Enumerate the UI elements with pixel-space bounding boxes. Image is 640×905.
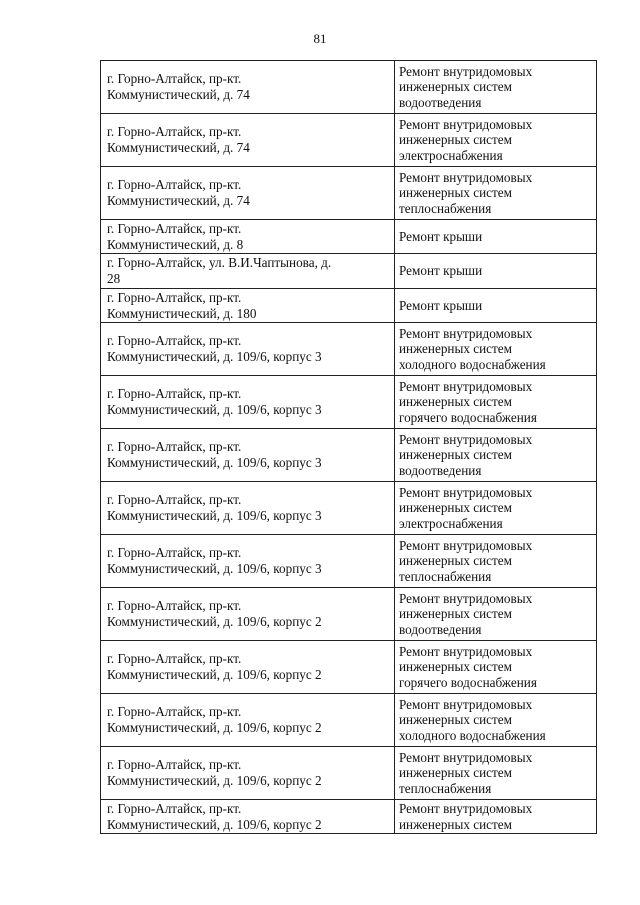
address-cell: г. Горно-Алтайск, пр-кт. Коммунистический, д. 109/6, корпус 3	[101, 535, 395, 588]
address-cell: г. Горно-Алтайск, пр-кт. Коммунистический, д. 74	[101, 114, 395, 167]
address-cell: г. Горно-Алтайск, пр-кт. Коммунистический, д. 109/6, корпус 3	[101, 323, 395, 376]
work-type-cell: Ремонт внутридомовых инженерных систем	[395, 800, 597, 834]
table-row	[101, 747, 597, 800]
address-cell: г. Горно-Алтайск, пр-кт. Коммунистический, д. 109/6, корпус 2	[101, 800, 395, 834]
work-type-cell: Ремонт внутридомовых инженерных систем холодного водоснабжения	[395, 694, 597, 747]
work-type-cell: Ремонт внутридомовых инженерных систем водоотведения	[395, 61, 597, 114]
work-type-cell: Ремонт крыши	[395, 289, 597, 323]
table-row	[101, 800, 597, 834]
table-row	[101, 114, 597, 167]
work-type-cell: Ремонт внутридомовых инженерных систем теплоснабжения	[395, 747, 597, 800]
work-type-cell: Ремонт внутридомовых инженерных систем водоотведения	[395, 429, 597, 482]
address-cell: г. Горно-Алтайск, пр-кт. Коммунистический, д. 109/6, корпус 3	[101, 482, 395, 535]
table-row	[101, 323, 597, 376]
table-row	[101, 429, 597, 482]
table-row	[101, 376, 597, 429]
table-row	[101, 220, 597, 254]
table-row	[101, 254, 597, 289]
address-cell: г. Горно-Алтайск, пр-кт. Коммунистический, д. 109/6, корпус 3	[101, 376, 395, 429]
address-cell: г. Горно-Алтайск, пр-кт. Коммунистический, д. 109/6, корпус 2	[101, 747, 395, 800]
address-cell: г. Горно-Алтайск, пр-кт. Коммунистический, д. 74	[101, 61, 395, 114]
work-type-cell: Ремонт крыши	[395, 254, 597, 289]
address-cell: г. Горно-Алтайск, пр-кт. Коммунистический, д. 8	[101, 220, 395, 254]
work-type-cell: Ремонт внутридомовых инженерных систем горячего водоснабжения	[395, 641, 597, 694]
work-type-cell: Ремонт внутридомовых инженерных систем электроснабжения	[395, 114, 597, 167]
address-cell: г. Горно-Алтайск, пр-кт. Коммунистический, д. 109/6, корпус 2	[101, 588, 395, 641]
table-row	[101, 641, 597, 694]
work-type-cell: Ремонт крыши	[395, 220, 597, 254]
work-type-cell: Ремонт внутридомовых инженерных систем теплоснабжения	[395, 535, 597, 588]
works-table	[100, 60, 597, 834]
table-row	[101, 694, 597, 747]
table-row	[101, 167, 597, 220]
work-type-cell: Ремонт внутридомовых инженерных систем холодного водоснабжения	[395, 323, 597, 376]
table-row	[101, 535, 597, 588]
address-cell: г. Горно-Алтайск, ул. В.И.Чаптынова, д. 28	[101, 254, 395, 289]
address-cell: г. Горно-Алтайск, пр-кт. Коммунистический, д. 109/6, корпус 2	[101, 641, 395, 694]
work-type-cell: Ремонт внутридомовых инженерных систем теплоснабжения	[395, 167, 597, 220]
table-row	[101, 289, 597, 323]
address-cell: г. Горно-Алтайск, пр-кт. Коммунистический, д. 180	[101, 289, 395, 323]
table-row	[101, 61, 597, 114]
page-number: 81	[313, 31, 327, 46]
address-cell: г. Горно-Алтайск, пр-кт. Коммунистический, д. 109/6, корпус 2	[101, 694, 395, 747]
work-type-cell: Ремонт внутридомовых инженерных систем электроснабжения	[395, 482, 597, 535]
work-type-cell: Ремонт внутридомовых инженерных систем горячего водоснабжения	[395, 376, 597, 429]
address-cell: г. Горно-Алтайск, пр-кт. Коммунистический, д. 109/6, корпус 3	[101, 429, 395, 482]
work-type-cell: Ремонт внутридомовых инженерных систем водоотведения	[395, 588, 597, 641]
table-row	[101, 482, 597, 535]
table-row	[101, 588, 597, 641]
address-cell: г. Горно-Алтайск, пр-кт. Коммунистический, д. 74	[101, 167, 395, 220]
